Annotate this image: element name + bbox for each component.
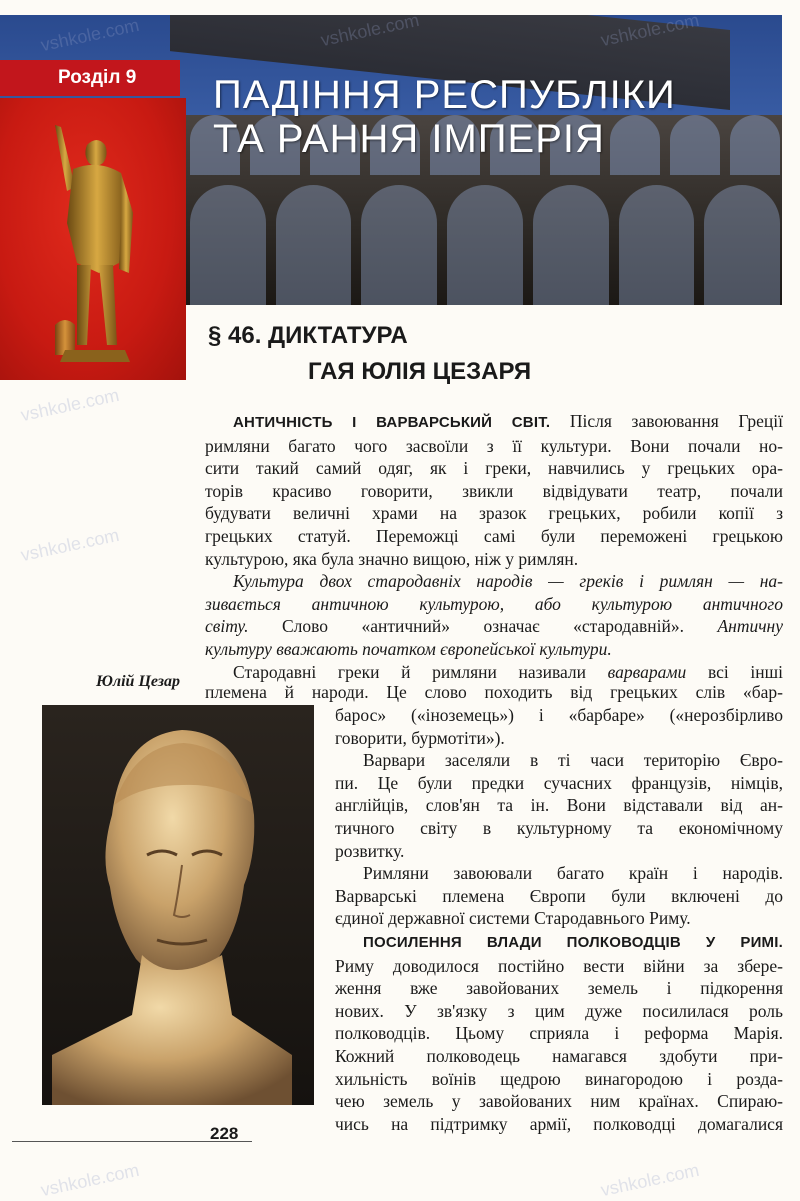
caesar-bust-drawing <box>42 705 314 1105</box>
watermark: vshkole.com <box>38 1159 141 1201</box>
text-line: АНТИЧНІСТЬ І ВАРВАРСЬКИЙ СВІТ. Після завоювання Греції <box>233 411 783 431</box>
text-line: Стародавні греки й римляни називали варварами всі інші <box>233 661 783 682</box>
text-line: будувати величні храми на зразок грецьких, робили копії з <box>205 503 783 524</box>
text-line: чись на підтримку армії, полководці домагалися <box>335 1113 783 1134</box>
subheading-commanders: ПОСИЛЕННЯ ВЛАДИ ПОЛКОВОДЦІВ У РИМІ. <box>363 933 783 951</box>
text-line: торів красиво говорити, звикли відвідувати театр, почали <box>205 480 783 501</box>
text-line: барос» («іноземець») і «барбаре» («нерозбірливо <box>335 705 783 725</box>
subheading-antiquity: АНТИЧНІСТЬ І ВАРВАРСЬКИЙ СВІТ. <box>233 414 551 431</box>
portrait-caption: Юлій Цезар <box>96 673 181 690</box>
text-line: англійців, слов'ян та ін. Вони відставали від ан- <box>335 795 783 816</box>
watermark: vshkole.com <box>318 9 421 51</box>
chapter-title <box>213 73 773 161</box>
section-tab: Розділ 9 <box>0 60 180 96</box>
text-line: полководців. Цьому сприяла і реформа Марія. <box>335 1023 783 1044</box>
text-line: розвитку. <box>335 840 405 861</box>
text-line: Варвари заселяли в ті часи територію Євро- <box>363 750 783 771</box>
augustus-statue-image <box>25 125 155 370</box>
paragraph-heading <box>208 318 768 390</box>
text-line: культурою, яка була значно вищою, ніж у римлян. <box>205 548 579 569</box>
watermark: vshkole.com <box>18 524 121 566</box>
body-text-lower <box>205 681 783 704</box>
body-text-right-column <box>335 704 783 1135</box>
text-line: Культура двох стародавніх народів — греків і римлян — на- <box>233 571 783 592</box>
text-line: тичного світу в культурному та економічному <box>335 817 783 838</box>
caesar-bust-image <box>42 705 314 1105</box>
text-line: племена й народи. Це слово походить від грецьких слів «бар- <box>205 682 783 702</box>
text-line: чею земель у завойованих ним країнах. Спираю- <box>335 1091 783 1112</box>
text-line: Риму доводилося постійно вести війни за збере- <box>335 955 783 976</box>
watermark: vshkole.com <box>38 14 141 56</box>
text-line: світу. Слово «античний» означає «стародавній». Античну <box>205 616 784 637</box>
watermark: vshkole.com <box>598 9 701 51</box>
statue-panel <box>0 98 186 380</box>
text-line: хильність воїнів щедрою винагородою і розда- <box>335 1068 783 1089</box>
text-line: пи. Це були предки сучасних французів, німців, <box>335 772 783 793</box>
text-line: культуру вважають початком європейської культури. <box>205 638 612 659</box>
text-line <box>335 930 783 955</box>
watermark: vshkole.com <box>18 384 121 426</box>
body-text-upper <box>205 410 783 683</box>
text-line: єдиної державної системи Стародавнього Риму. <box>335 908 691 929</box>
text-line: зивається античною культурою, або культурою античного <box>205 593 783 614</box>
text-line: Кожний полководець намагався здобути при- <box>335 1045 783 1066</box>
paragraph-heading-line1: § 46. ДИКТАТУРА <box>208 322 408 349</box>
text-line: римляни багато чого засвоїли з її культури. Вони почали но- <box>205 435 783 456</box>
text-line: сити такий самий одяг, як і греки, навчились у грецьких ора- <box>205 458 783 479</box>
text-line: говорити, бурмотіти»). <box>335 727 505 748</box>
watermark: vshkole.com <box>598 1159 701 1201</box>
text-line: ження вже завойованих земель і підкорення <box>335 978 783 999</box>
chapter-title-line1: ПАДІННЯ РЕСПУБЛІКИ <box>213 73 676 117</box>
paragraph-heading-line2: ГАЯ ЮЛІЯ ЦЕЗАРЯ <box>308 358 532 385</box>
text-line: Римляни завоювали багато країн і народів. <box>363 863 783 884</box>
page-number: 228 <box>210 1124 239 1143</box>
text-line: Варварські племена Європи були включені до <box>335 885 783 906</box>
text-line: грецьких статуй. Переможці самі були переможені грецькою <box>205 525 783 546</box>
chapter-title-line2: ТА РАННЯ ІМПЕРІЯ <box>213 117 605 161</box>
text-line: нових. У зв'язку з цим дуже посилилася роль <box>335 1000 783 1021</box>
